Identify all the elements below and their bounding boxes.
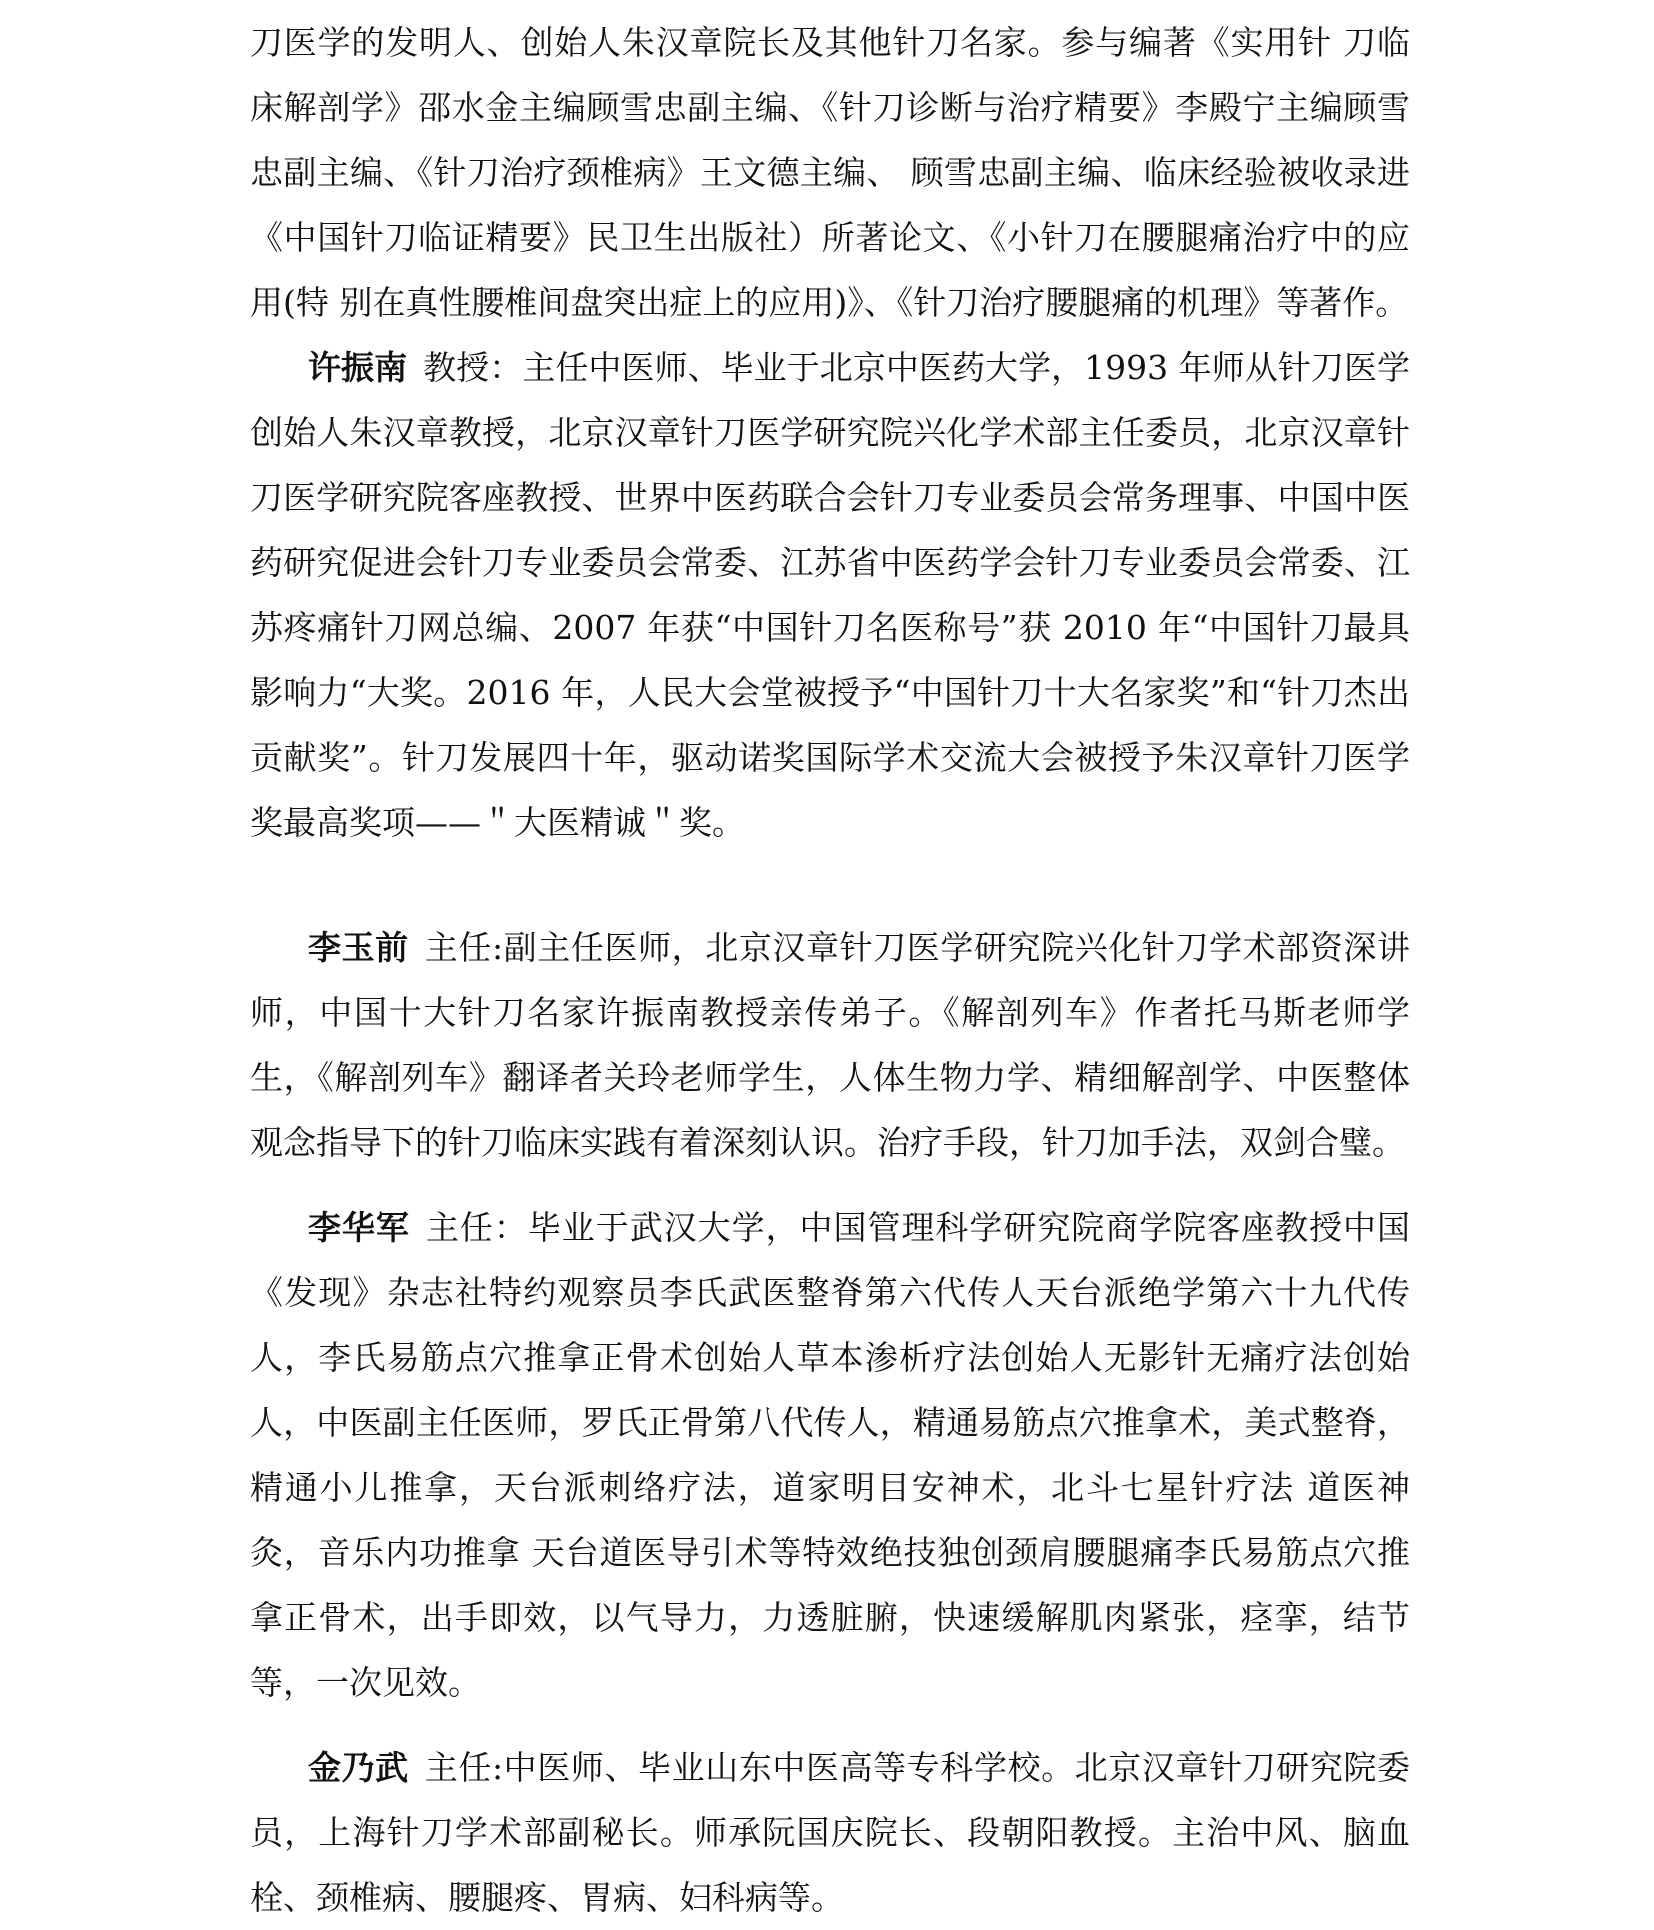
profile-paragraph <box>250 915 1410 1175</box>
profile-name: 李华军 <box>308 1208 410 1247</box>
profile-text: 毕业于武汉大学，中国管理科学研究院商学院客座教授中国《发现》杂志社特约观察员李氏武医整脊第六代传人天台派绝学第六十九代传人，李氏易筋点穴推拿正骨术创始人草本渗析疗法创始人无影针无痛疗法创始人，中医副主任医师，罗氏正骨第八代传人，精通易筋点穴推拿术，美式整脊，精通小儿推拿，天台派刺络疗法，道家明目安神术，北斗七星针疗法 道医神灸，音乐内功推拿 天台道医导引术等特效绝技独创颈肩腰腿痛李氏易筋点穴推拿正骨术，出手即效，以气导力，力透脏腑，快速缓解肌肉紧张，痉挛，结节等，一次见效。 <box>250 1208 1411 1702</box>
document-page <box>250 10 1410 1930</box>
profile-role: 主任: <box>424 928 504 967</box>
profile-name: 金乃武 <box>308 1748 409 1787</box>
profile-text: 中医师、毕业山东中医高等专科学校。北京汉章针刀研究院委员，上海针刀学术部副秘长。师承阮国庆院长、段朝阳教授。主治中风、脑血栓、颈椎病、腰腿疼、胃病、妇科病等。 <box>250 1748 1411 1917</box>
profile-role: 主任: <box>424 1748 504 1787</box>
profile-text: 主任中医师、毕业于北京中医药大学，1993 年师从针刀医学创始人朱汉章教授，北京汉章针刀医学研究院兴化学术部主任委员，北京汉章针刀医学研究院客座教授、世界中医药联合会针刀专业委员会常务理事、中国中医药研究促进会针刀专业委员会常委、江苏省中医药学会针刀专业委员会常委、江苏疼痛针刀网总编、2007 年获“中国针刀名医称号”获 2010 年“中国针刀最具影响力“大奖。2016 年，人民大会堂被授予“中国针刀十大名家奖”和“针刀杰出贡献奖”。针刀发展四十年，驱动诺奖国际学术交流大会被授予朱汉章针刀医学奖最高奖项——＂大医精诚＂奖。 <box>250 348 1410 842</box>
profile-role: 主任： <box>425 1208 528 1247</box>
intro-paragraph <box>250 10 1410 335</box>
profile-role: 教授： <box>423 348 523 387</box>
spacer <box>250 1715 1410 1735</box>
spacer <box>250 1175 1410 1195</box>
profile-name: 许振南 <box>308 348 408 387</box>
profile-text: 副主任医师，北京汉章针刀医学研究院兴化针刀学术部资深讲师，中国十大针刀名家许振南教授亲传弟子。《解剖列车》作者托马斯老师学生，《解剖列车》翻译者关玲老师学生，人体生物力学、精细解剖学、中医整体观念指导下的针刀临床实践有着深刻认识。治疗手段，针刀加手法，双剑合璧。 <box>250 928 1411 1162</box>
profile-paragraph <box>250 335 1410 855</box>
intro-text: 刀医学的发明人、创始人朱汉章院长及其他针刀名家。参与编著《实用针 刀临床解剖学》邵水金主编顾雪忠副主编、《针刀诊断与治疗精要》李殿宁主编顾雪忠副主编、《针刀治疗颈椎病》王文德主编、 顾雪忠副主编、临床经验被收录进《中国针刀临证精要》民卫生出版社）所著论文、《小针刀在腰腿痛治疗中的应用(特 别在真性腰椎间盘突出症上的应用)》、《针刀治疗腰腿痛的机理》等著作。 <box>250 23 1410 322</box>
spacer <box>250 855 1410 915</box>
profile-paragraph <box>250 1195 1410 1715</box>
profile-name: 李玉前 <box>308 928 409 967</box>
